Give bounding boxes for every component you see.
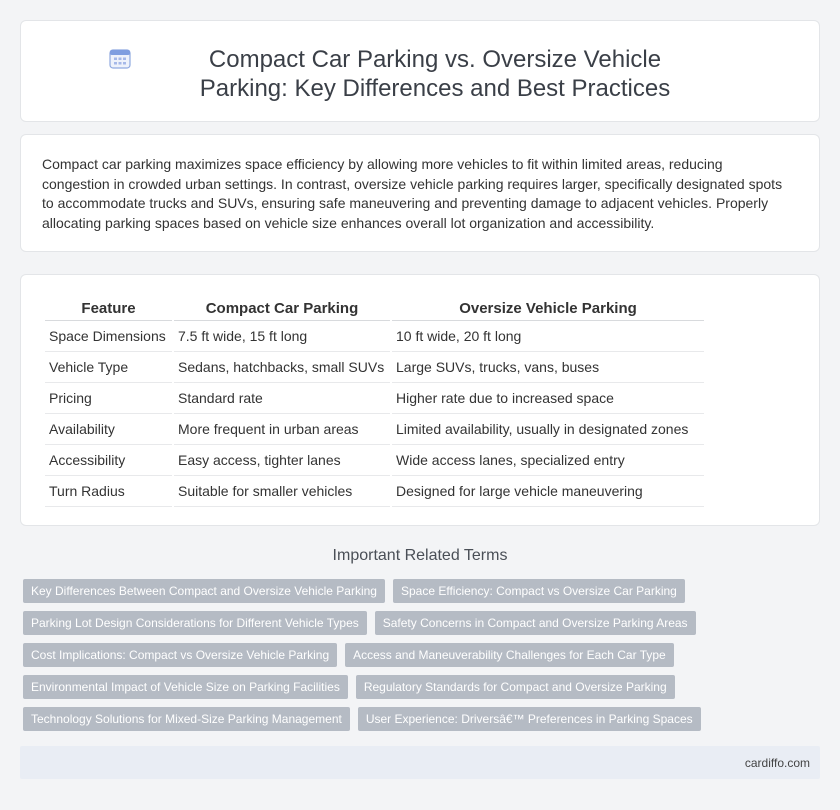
comparison-table (43, 295, 706, 507)
title-card (20, 20, 820, 122)
table-cell: Higher rate due to increased space (392, 383, 704, 414)
page-title: Compact Car Parking vs. Oversize Vehicle Parking: Key Differences and Best Practices (199, 46, 671, 102)
term-tag[interactable]: Space Efficiency: Compact vs Oversize Car Parking (393, 579, 685, 603)
table-cell: 7.5 ft wide, 15 ft long (174, 321, 390, 352)
table-cell: Designed for large vehicle maneuvering (392, 476, 704, 507)
table-cell: More frequent in urban areas (174, 414, 390, 445)
table-cell: Suitable for smaller vehicles (174, 476, 390, 507)
table-row (45, 476, 704, 507)
term-tag[interactable]: Regulatory Standards for Compact and Oversize Parking (356, 675, 675, 699)
related-terms-heading: Important Related Terms (332, 547, 508, 564)
table-cell: 10 ft wide, 20 ft long (392, 321, 704, 352)
table-row (45, 414, 704, 445)
term-tag[interactable]: Safety Concerns in Compact and Oversize Parking Areas (375, 611, 696, 635)
table-header-row (45, 295, 704, 321)
term-row (23, 707, 803, 731)
table-cell: Standard rate (174, 383, 390, 414)
table-cell: Sedans, hatchbacks, small SUVs (174, 352, 390, 383)
header-compact: Compact Car Parking (174, 295, 390, 321)
term-tag[interactable]: Access and Maneuverability Challenges for Each Car Type (345, 643, 674, 667)
related-terms-list (23, 579, 803, 739)
table-row (45, 352, 704, 383)
footer (20, 746, 820, 779)
term-tag[interactable]: User Experience: Driversâ€™ Preferences in Parking Spaces (358, 707, 701, 731)
table-cell: Easy access, tighter lanes (174, 445, 390, 476)
term-tag[interactable]: Key Differences Between Compact and Oversize Vehicle Parking (23, 579, 385, 603)
term-row (23, 579, 803, 603)
term-row (23, 611, 803, 635)
table-cell: Wide access lanes, specialized entry (392, 445, 704, 476)
table-cell: Vehicle Type (45, 352, 172, 383)
term-tag[interactable]: Parking Lot Design Considerations for Different Vehicle Types (23, 611, 367, 635)
table-cell: Accessibility (45, 445, 172, 476)
table-cell: Availability (45, 414, 172, 445)
table-row (45, 445, 704, 476)
term-row (23, 643, 803, 667)
table-cell: Limited availability, usually in designated zones (392, 414, 704, 445)
comparison-card (20, 274, 820, 526)
term-tag[interactable]: Environmental Impact of Vehicle Size on Parking Facilities (23, 675, 348, 699)
intro-card (20, 134, 820, 252)
header-feature: Feature (45, 295, 172, 321)
term-row (23, 675, 803, 699)
footer-site-link[interactable]: cardiffo.com (744, 756, 810, 770)
term-tag[interactable]: Cost Implications: Compact vs Oversize Vehicle Parking (23, 643, 337, 667)
table-row (45, 383, 704, 414)
table-cell: Space Dimensions (45, 321, 172, 352)
intro-paragraph: Compact car parking maximizes space efficiency by allowing more vehicles to fit within limited areas, reducing congestion in crowded urban settings. In contrast, oversize vehicle parking requires larger, specifically designated spots to accommodate trucks and SUVs, ensuring safe maneuvering and preventing damage to adjacent vehicles. Properly allocating parking spaces based on vehicle size enhances overall lot organization and accessibility. (42, 156, 783, 231)
header-oversize: Oversize Vehicle Parking (392, 295, 704, 321)
table-cell: Turn Radius (45, 476, 172, 507)
table-cell: Large SUVs, trucks, vans, buses (392, 352, 704, 383)
term-tag[interactable]: Technology Solutions for Mixed-Size Parking Management (23, 707, 350, 731)
table-row (45, 321, 704, 352)
table-cell: Pricing (45, 383, 172, 414)
